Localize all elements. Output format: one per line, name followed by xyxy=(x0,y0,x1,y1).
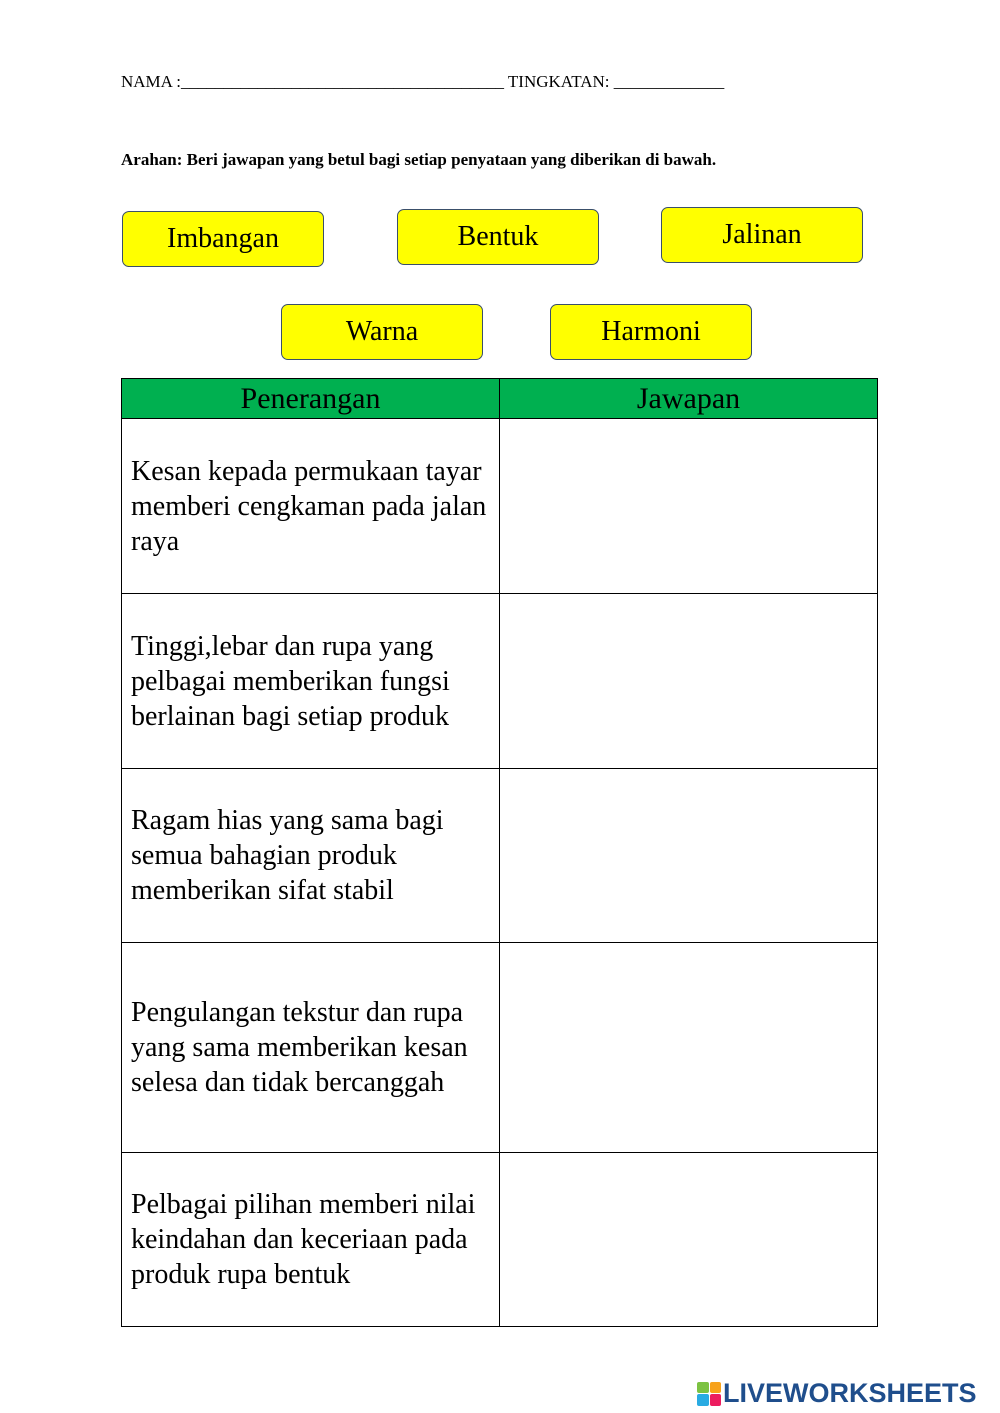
description-cell: Tinggi,lebar dan rupa yang pelbagai memberikan fungsi berlainan bagi setiap produk xyxy=(122,594,500,769)
table-header-row xyxy=(122,379,878,419)
liveworksheets-logo-icon xyxy=(697,1382,721,1406)
answer-drop-zone[interactable] xyxy=(500,769,878,943)
table-row xyxy=(122,943,878,1153)
answer-drop-zone[interactable] xyxy=(500,1153,878,1327)
column-header-jawapan: Jawapan xyxy=(500,379,878,419)
word-option-imbangan[interactable]: Imbangan xyxy=(122,211,324,267)
word-option-warna[interactable]: Warna xyxy=(281,304,483,360)
answer-drop-zone[interactable] xyxy=(500,419,878,594)
column-header-penerangan: Penerangan xyxy=(122,379,500,419)
table-row xyxy=(122,419,878,594)
description-cell: Ragam hias yang sama bagi semua bahagian produk memberikan sifat stabil xyxy=(122,769,500,943)
table-row xyxy=(122,1153,878,1327)
answer-drop-zone[interactable] xyxy=(500,943,878,1153)
answer-table xyxy=(121,378,878,1327)
word-option-jalinan[interactable]: Jalinan xyxy=(661,207,863,263)
name-class-line: NAMA :______________________________________ TINGKATAN: _____________ xyxy=(121,72,725,91)
word-option-harmoni[interactable]: Harmoni xyxy=(550,304,752,360)
word-option-bentuk[interactable]: Bentuk xyxy=(397,209,599,265)
table-row xyxy=(122,769,878,943)
table-row xyxy=(122,594,878,769)
liveworksheets-logo xyxy=(697,1378,977,1409)
answer-drop-zone[interactable] xyxy=(500,594,878,769)
description-cell: Pengulangan tekstur dan rupa yang sama memberikan kesan selesa dan tidak bercanggah xyxy=(122,943,500,1153)
instruction-text: Arahan: Beri jawapan yang betul bagi setiap penyataan yang diberikan di bawah. xyxy=(121,150,717,169)
description-cell: Pelbagai pilihan memberi nilai keindahan dan keceriaan pada produk rupa bentuk xyxy=(122,1153,500,1327)
logo-text: LIVEWORKSHEETS xyxy=(723,1378,977,1408)
description-cell: Kesan kepada permukaan tayar memberi cengkaman pada jalan raya xyxy=(122,419,500,594)
